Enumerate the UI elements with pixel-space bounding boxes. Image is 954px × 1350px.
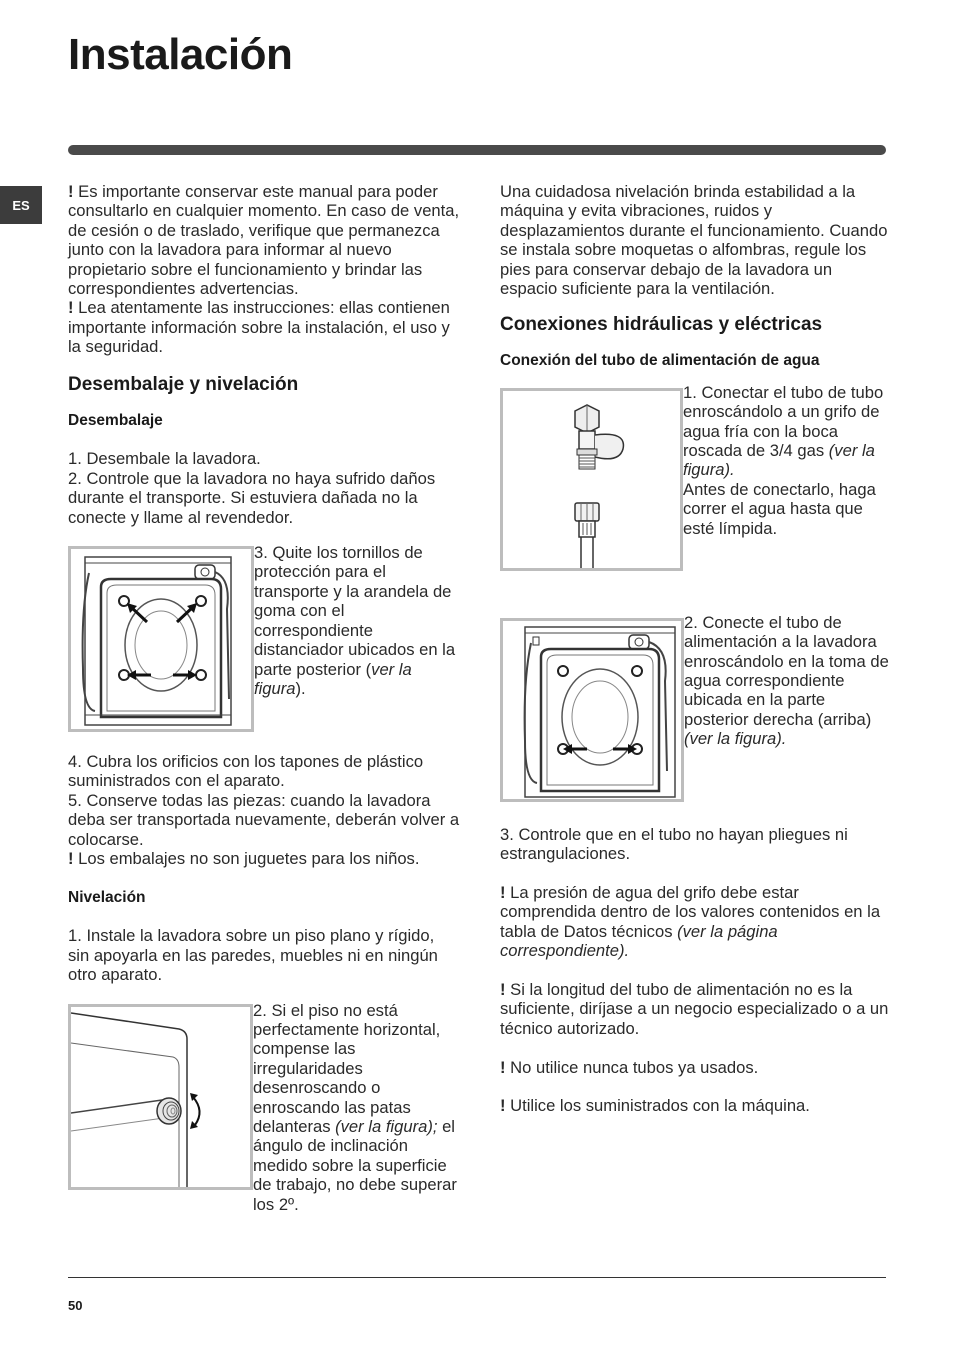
supplied-hose-note-text: Utilice los suministrados con la máquina. (505, 1096, 810, 1116)
packaging-warning (68, 849, 460, 868)
figure-back-panel-inlet (500, 618, 684, 802)
figure-adjustable-foot (68, 1004, 253, 1190)
right-column (500, 182, 890, 1116)
unpack-step-5: 5. Conserve todas las piezas: cuando la lavadora deba ser transportada nuevamente, deberán volver a colocarse. (68, 790, 460, 849)
warning-mark: ! (500, 883, 506, 903)
figure-back-panel-screws (68, 546, 254, 732)
title-divider (68, 145, 886, 155)
supplied-hose-note (500, 1096, 890, 1115)
figure-reference: (ver la figura); (335, 1116, 438, 1136)
language-tab[interactable]: ES (0, 186, 42, 224)
intro-text-1: Es importante conservar este manual para poder consultarlo en cualquier momento. En caso de venta, de cesión o de traslado, verifique que permanezca junto con la lavadora para informar al nuevo propietario sobre el funcionamiento y brindar las correspondientes advertencias. (68, 182, 460, 299)
length-warning (500, 980, 890, 1038)
hose-step-3: 3. Controle que en el tubo no hayan pliegues ni estrangulaciones. (500, 824, 848, 864)
leveling-paragraph: Una cuidadosa nivelación brinda estabilidad a la máquina y evita vibraciones, ruidos y desplazamientos durante el funcionamiento. Cuando se instala sobre moquetas o alfombras, regule los pies para conservar debajo de la lavadora un espacio suficiente para la ventilación. (500, 182, 888, 299)
level-step-2-text: 2. Si el piso no está perfectamente horizontal, compense las irregularidades desenroscando o enroscando las patas delanteras (253, 1000, 441, 1136)
figure-row-leveling-feet (68, 1000, 460, 1214)
intro-paragraph-1 (68, 182, 460, 298)
tap-and-hose-illustration (503, 391, 680, 568)
warning-mark: ! (500, 980, 506, 1000)
hose-step-2 (684, 613, 890, 749)
figure-reference: ver la figura (254, 659, 412, 698)
hose-step-1-note: Antes de conectarlo, haga correr el agua hasta que esté límpida. (683, 479, 876, 538)
hose-step-2-text: 2. Conecte el tubo de alimentación a la lavadora enroscándolo en la toma de agua correspondiente ubicada en la parte posterior derecha (arriba) (684, 612, 889, 729)
footer-divider (68, 1277, 886, 1278)
pressure-warning-text: La presión de agua del grifo debe estar comprendida dentro de los valores contenidos en la tabla de Datos técnicos (500, 883, 881, 941)
back-panel-inlet-illustration (503, 621, 681, 799)
intro-paragraph-2 (68, 298, 460, 356)
pressure-warning (500, 883, 890, 961)
figure-row-transport-screws (68, 543, 460, 732)
figure-tap-and-hose (500, 388, 683, 571)
subsection-title-hose-connection: Conexión del tubo de alimentación de agua (500, 352, 820, 370)
level-step-2 (253, 1001, 460, 1214)
used-hose-warning-text: No utilice nunca tubos ya usados. (505, 1057, 759, 1077)
subsection-title-unpacking: Desembalaje (68, 411, 163, 429)
figure-row-inlet-connection (500, 612, 890, 802)
used-hose-warning (500, 1058, 890, 1077)
page-number: 50 (68, 1298, 83, 1313)
hose-step-1 (683, 383, 890, 538)
subsection-title-leveling: Nivelación (68, 888, 146, 906)
warning-mark: ! (68, 298, 74, 318)
page-title: Instalación (68, 30, 293, 79)
packaging-warning-text: Los embalajes no son juguetes para los niños. (73, 849, 420, 869)
section-title-hydraulic-electric: Conexiones hidráulicas y eléctricas (500, 314, 823, 336)
unpack-step-2: 2. Controle que la lavadora no haya sufrido daños durante el transporte. Si estuviera dañada no la conecte y llame al revendedor. (68, 468, 436, 527)
warning-mark: ! (68, 849, 74, 869)
adjustable-foot-illustration (71, 1007, 250, 1187)
figure-reference: (ver la figura). (683, 441, 875, 480)
intro-text-2: Lea atentamente las instrucciones: ellas contienen importante información sobre la instalación, el uso y la seguridad. (68, 298, 450, 357)
back-panel-screws-illustration (71, 549, 251, 729)
warning-mark: ! (500, 1096, 506, 1116)
unpack-step-4: 4. Cubra los orificios con los tapones de plástico suministrados con el aparato. (68, 752, 424, 791)
unpack-step-3-text: 3. Quite los tornillos de protección para el transporte y la arandela de goma con el correspondiente distanciador ubicados en la parte posterior ( (254, 543, 456, 679)
figure-row-tap-connection (500, 382, 890, 571)
unpack-step-1: 1. Desembale la lavadora. (68, 449, 261, 469)
figure-reference: (ver la figura). (684, 729, 787, 749)
level-step-2-end: el ángulo de inclinación medido sobre la superficie de trabajo, no debe superar los 2º. (253, 1116, 457, 1214)
page-reference: (ver la página correspondiente). (500, 921, 778, 961)
level-step-1: 1. Instale la lavadora sobre un piso plano y rígido, sin apoyarla en las paredes, muebles ni en ningún otro aparato. (68, 926, 438, 985)
length-warning-text: Si la longitud del tubo de alimentación no es la suficiente, diríjase a un negocio especializado o a un técnico autorizado. (500, 980, 889, 1038)
warning-mark: ! (500, 1057, 506, 1077)
left-column (68, 182, 460, 1214)
warning-mark: ! (68, 182, 74, 201)
unpack-step-3 (254, 543, 460, 698)
unpack-step-3-end: ). (295, 678, 306, 698)
section-title-unpacking-leveling: Desembalaje y nivelación (68, 373, 299, 395)
hose-step-1-text: 1. Conectar el tubo de tubo enroscándolo a un grifo de agua fría con la boca roscada de 3/4 gas (683, 382, 884, 461)
